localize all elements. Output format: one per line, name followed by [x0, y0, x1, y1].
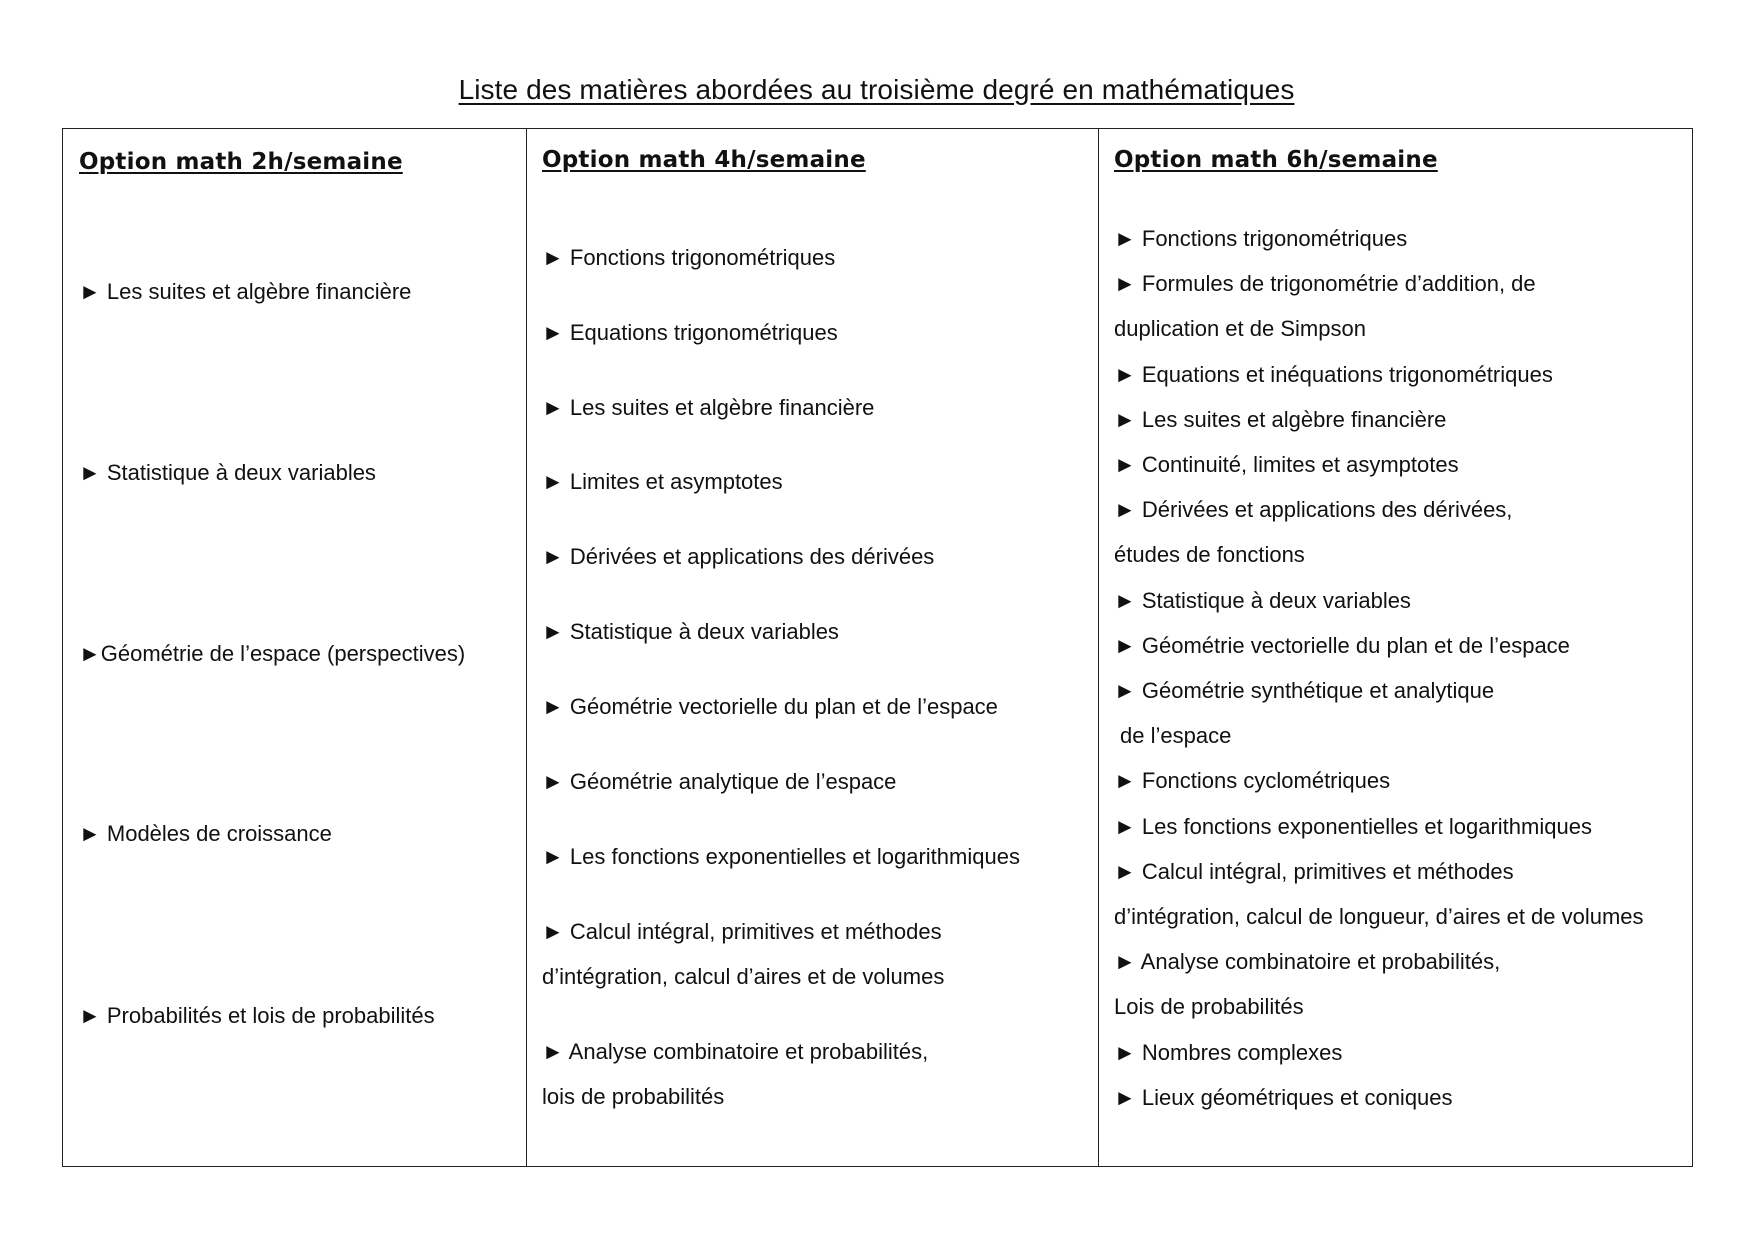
list-item-continuation: Lois de probabilités	[1114, 994, 1304, 1020]
column-6h	[1099, 129, 1692, 1166]
list-item-continuation: d’intégration, calcul de longueur, d’aires et de volumes	[1114, 904, 1644, 930]
list-item: ► Lieux géométriques et coniques	[1114, 1084, 1453, 1110]
list-item-continuation: duplication et de Simpson	[1114, 316, 1366, 342]
list-item: ► Dérivées et applications des dérivées,	[1114, 497, 1513, 523]
page-title: Liste des matières abordées au troisième degré en mathématiques	[458, 74, 1295, 105]
list-item: ► Continuité, limites et asymptotes	[1114, 452, 1459, 478]
list-item: ► Statistique à deux variables	[1114, 587, 1411, 613]
list-item: ► Equations et inéquations trigonométriques	[1114, 361, 1553, 387]
list-item: ► Les fonctions exponentielles et logarithmiques	[542, 844, 1020, 869]
list-item-continuation: de l’espace	[1120, 723, 1232, 749]
list-item-group	[1114, 216, 1644, 1120]
list-item: ► Analyse combinatoire et probabilités,	[1114, 949, 1501, 975]
list-item: ► Fonctions cyclométriques	[1114, 768, 1391, 794]
list-item: ► Statistique à deux variables	[79, 460, 376, 485]
list-item: ►Géométrie de l’espace (perspectives)	[79, 641, 466, 666]
subjects-table	[62, 128, 1693, 1167]
column-header-2h: Option math 2h/semaine	[79, 149, 403, 175]
list-item: ► Géométrie synthétique et analytique	[1114, 678, 1495, 704]
list-item: ► Formules de trigonométrie d’addition, de	[1114, 271, 1536, 297]
list-item: ► Modèles de croissance	[79, 821, 332, 846]
column-4h	[527, 129, 1099, 1166]
list-item: ► Géométrie analytique de l’espace	[542, 769, 897, 794]
list-item: ► Calcul intégral, primitives et méthodes	[1114, 858, 1514, 884]
list-item: ► Les suites et algèbre financière	[79, 279, 412, 304]
list-item: ► Géométrie vectorielle du plan et de l’espace	[542, 694, 998, 719]
list-item: ► Calcul intégral, primitives et méthodes d’intégration, calcul d’aires et de volumes	[542, 919, 945, 989]
list-item: ► Fonctions trigonométriques	[1114, 226, 1408, 251]
list-item: ► Probabilités et lois de probabilités	[79, 1003, 435, 1028]
column-header-6h: Option math 6h/semaine	[1114, 147, 1438, 173]
list-item: ► Dérivées et applications des dérivées	[542, 544, 935, 569]
column-header-4h: Option math 4h/semaine	[542, 147, 866, 173]
list-item: ► Géométrie vectorielle du plan et de l’espace	[1114, 632, 1570, 658]
list-item: ► Fonctions trigonométriques	[542, 245, 836, 270]
column-2h	[63, 129, 527, 1166]
list-item: ► Les fonctions exponentielles et logarithmiques	[1114, 813, 1592, 839]
list-item: ► Statistique à deux variables	[542, 619, 839, 644]
list-item: ► Analyse combinatoire et probabilités, lois de probabilités	[542, 1039, 929, 1109]
list-item: ► Limites et asymptotes	[542, 469, 783, 494]
list-item: ► Les suites et algèbre financière	[1114, 406, 1447, 432]
list-item: ► Les suites et algèbre financière	[542, 395, 875, 420]
list-item-continuation: études de fonctions	[1114, 542, 1305, 568]
list-item: ► Nombres complexes	[1114, 1039, 1343, 1065]
list-item: ► Equations trigonométriques	[542, 320, 838, 345]
